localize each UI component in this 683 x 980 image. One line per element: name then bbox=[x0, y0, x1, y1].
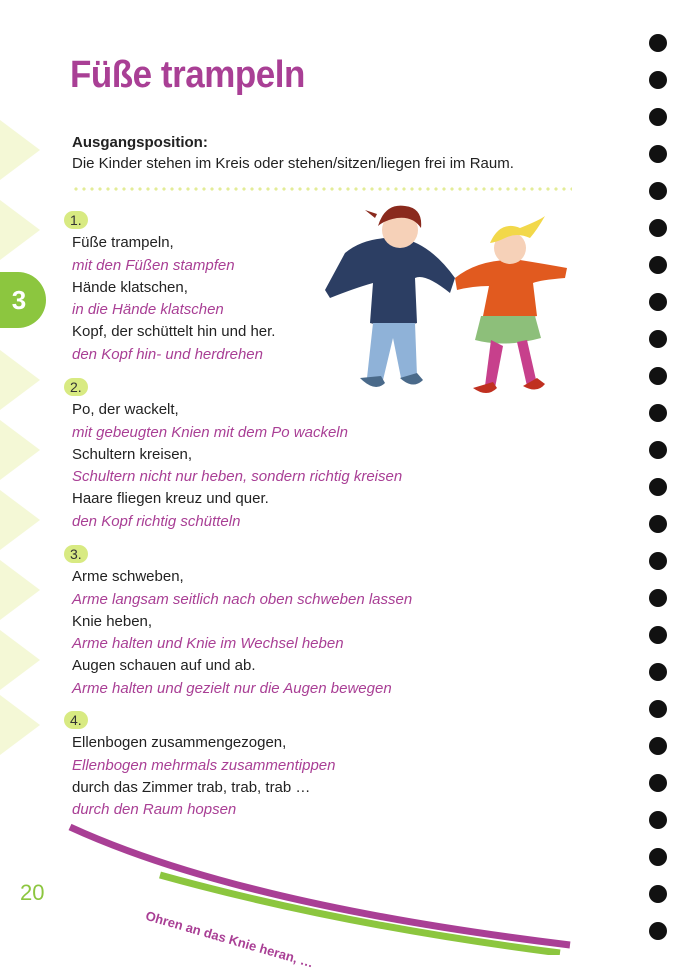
instruction-line: mit gebeugten Knien mit dem Po wackeln bbox=[72, 423, 348, 441]
stanza-number-badge: 4. bbox=[64, 711, 88, 729]
chapter-tab: 3 bbox=[0, 272, 46, 328]
stanza-number-badge: 1. bbox=[64, 211, 88, 229]
starting-position-heading: Ausgangsposition: bbox=[72, 134, 208, 151]
instruction-line: mit den Füßen stampfen bbox=[72, 256, 235, 274]
instruction-line: durch den Raum hopsen bbox=[72, 801, 237, 819]
decorative-swoosh bbox=[60, 815, 580, 955]
stanza-3 bbox=[72, 544, 412, 700]
page-number: 20 bbox=[20, 880, 45, 905]
left-margin-decoration bbox=[0, 120, 50, 740]
next-page-teaser: Ohren an das Knie heran, … bbox=[143, 908, 316, 971]
instruction-line: den Kopf hin- und herdrehen bbox=[72, 345, 263, 363]
instruction-line: Schultern nicht nur heben, sondern richtig kreisen bbox=[72, 468, 403, 486]
verse-line: Hände klatschen, bbox=[72, 278, 188, 296]
girl-figure bbox=[455, 216, 567, 393]
verse-line: Haare fliegen kreuz und quer. bbox=[72, 490, 269, 508]
verse-line: durch das Zimmer trab, trab, trab … bbox=[72, 778, 311, 796]
verse-line: Arme schweben, bbox=[72, 568, 184, 586]
verse-line: Füße trampeln, bbox=[72, 234, 174, 252]
instruction-line: in die Hände klatschen bbox=[72, 301, 224, 319]
stanza-number-badge: 2. bbox=[64, 378, 88, 396]
dotted-divider bbox=[72, 186, 572, 192]
stanza-1 bbox=[72, 210, 275, 366]
instruction-line: Arme halten und gezielt nur die Augen bewegen bbox=[72, 679, 392, 697]
stanza-number-badge: 3. bbox=[64, 545, 88, 563]
children-dancing-illustration bbox=[305, 198, 575, 413]
verse-line: Po, der wackelt, bbox=[72, 401, 179, 419]
instruction-line: den Kopf richtig schütteln bbox=[72, 512, 241, 530]
verse-line: Augen schauen auf und ab. bbox=[72, 657, 256, 675]
binding-holes bbox=[649, 34, 669, 954]
instruction-line: Arme langsam seitlich nach oben schweben lassen bbox=[72, 590, 413, 608]
page-title: Füße trampeln bbox=[70, 54, 305, 96]
boy-figure bbox=[325, 206, 455, 387]
verse-line: Ellenbogen zusammengezogen, bbox=[72, 734, 287, 752]
starting-position-text: Die Kinder stehen im Kreis oder stehen/sitzen/liegen frei im Raum. bbox=[72, 155, 514, 172]
instruction-line: Arme halten und Knie im Wechsel heben bbox=[72, 635, 344, 653]
verse-line: Schultern kreisen, bbox=[72, 445, 193, 463]
verse-line: Knie heben, bbox=[72, 612, 153, 630]
instruction-line: Ellenbogen mehrmals zusammentippen bbox=[72, 756, 336, 774]
stanza-4 bbox=[72, 710, 335, 821]
verse-line: Kopf, der schüttelt hin und her. bbox=[72, 323, 276, 341]
